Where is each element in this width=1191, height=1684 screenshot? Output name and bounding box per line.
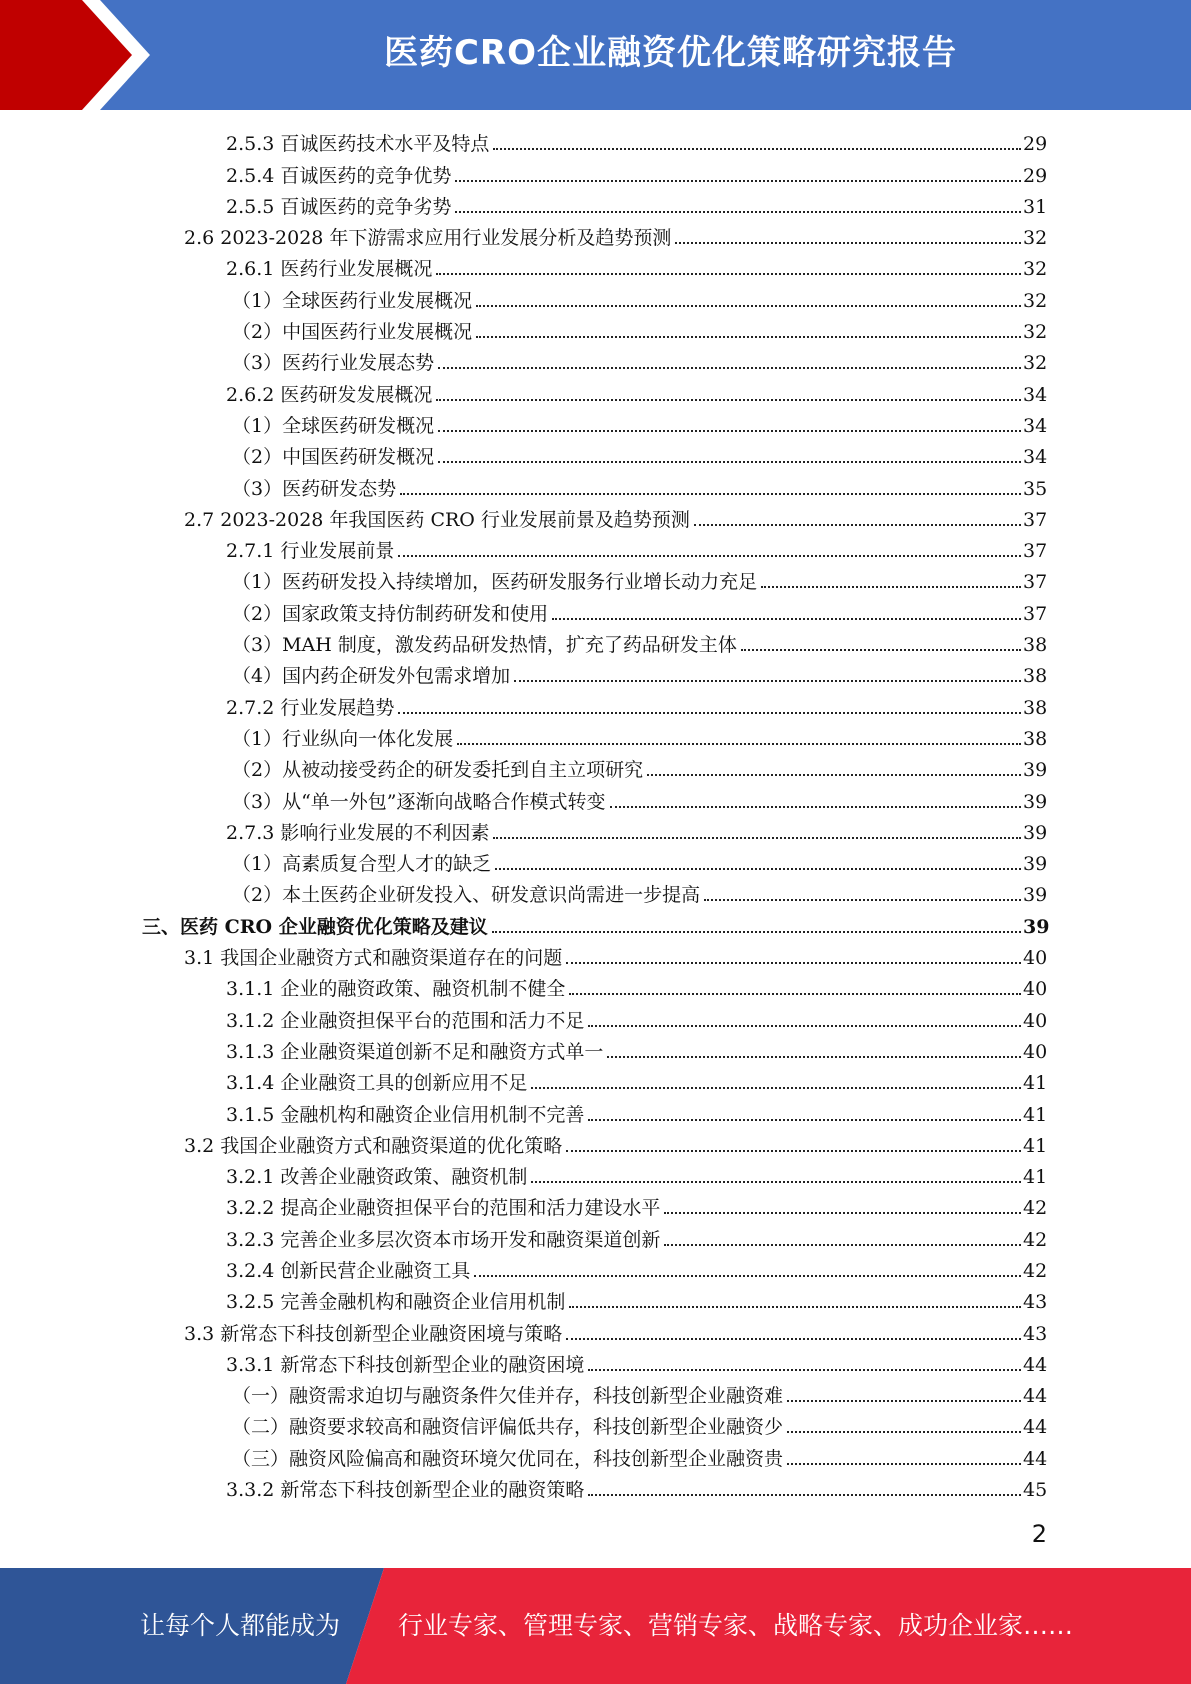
toc-entry-page: 29 [1023, 133, 1048, 156]
toc-entry[interactable] [0, 565, 1191, 596]
toc-entry-page: 44 [1023, 1416, 1048, 1439]
toc-entry-page: 32 [1023, 352, 1048, 375]
toc-entry-page: 42 [1023, 1197, 1048, 1220]
toc-entry[interactable] [0, 534, 1191, 565]
toc-entry-page: 43 [1023, 1291, 1048, 1314]
toc-entry-title: 2.7.2 行业发展趋势 [226, 696, 395, 719]
toc-entry-title: （2）中国医药研发概况 [232, 446, 435, 469]
toc-entry-page: 41 [1023, 1072, 1048, 1095]
toc-dot-leader [787, 1463, 1021, 1465]
toc-dot-leader [492, 931, 1021, 933]
toc-entry-page: 39 [1023, 759, 1048, 782]
toc-dot-leader [495, 868, 1021, 870]
toc-entry[interactable] [0, 471, 1191, 502]
toc-entry-page: 31 [1023, 195, 1048, 218]
toc-entry-title: 3.2.3 完善企业多层次资本市场开发和融资渠道创新 [226, 1228, 661, 1251]
toc-dot-leader [664, 1212, 1021, 1214]
toc-dot-leader [787, 1400, 1021, 1402]
toc-entry[interactable] [0, 1410, 1191, 1441]
toc-entry-title: 3.2.4 创新民营企业融资工具 [226, 1259, 471, 1282]
toc-dot-leader [531, 1087, 1021, 1089]
toc-entry[interactable] [0, 1035, 1191, 1066]
toc-entry-page: 38 [1023, 696, 1048, 719]
toc-entry-page: 44 [1023, 1447, 1048, 1470]
toc-entry-page: 43 [1023, 1322, 1048, 1345]
toc-entry-title: 3.3 新常态下科技创新型企业融资困境与策略 [184, 1322, 563, 1345]
toc-entry[interactable] [0, 1097, 1191, 1128]
toc-entry[interactable] [0, 440, 1191, 471]
toc-dot-leader [761, 586, 1021, 588]
toc-entry-title: （3）医药研发态势 [232, 477, 397, 500]
toc-entry[interactable] [0, 1254, 1191, 1285]
toc-dot-leader [787, 1431, 1021, 1433]
toc-entry-title: （1）行业纵向一体化发展 [232, 727, 454, 750]
toc-entry-page: 35 [1023, 477, 1048, 500]
toc-entry[interactable] [0, 1066, 1191, 1097]
toc-dot-leader [588, 1025, 1021, 1027]
toc-entry-page: 40 [1023, 978, 1048, 1001]
toc-entry[interactable] [0, 1222, 1191, 1253]
page-number: 2 [1031, 1520, 1047, 1548]
toc-entry[interactable] [0, 722, 1191, 753]
toc-entry-title: 2.6 2023-2028 年下游需求应用行业发展分析及趋势预测 [184, 227, 672, 250]
toc-dot-leader [647, 774, 1021, 776]
toc-dot-leader [588, 1119, 1021, 1121]
table-of-contents [0, 127, 1191, 1504]
toc-entry[interactable] [0, 315, 1191, 346]
toc-entry-page: 37 [1023, 540, 1048, 563]
toc-entry-page: 38 [1023, 634, 1048, 657]
toc-entry-title: 3.3.1 新常态下科技创新型企业的融资困境 [226, 1353, 585, 1376]
toc-entry[interactable] [0, 503, 1191, 534]
toc-dot-leader [493, 148, 1021, 150]
toc-entry-page: 40 [1023, 947, 1048, 970]
toc-entry-title: 2.5.4 百诚医药的竞争优势 [226, 164, 452, 187]
toc-entry-title: 3.1 我国企业融资方式和融资渠道存在的问题 [184, 947, 563, 970]
toc-entry-page: 45 [1023, 1479, 1048, 1502]
toc-dot-leader [438, 461, 1021, 463]
toc-entry-title: 3.2 我国企业融资方式和融资渠道的优化策略 [184, 1134, 563, 1157]
toc-entry-title: （3）医药行业发展态势 [232, 352, 435, 375]
toc-dot-leader [588, 1369, 1021, 1371]
toc-entry[interactable] [0, 659, 1191, 690]
toc-dot-leader [675, 242, 1021, 244]
toc-entry-title: 2.6.2 医药研发发展概况 [226, 383, 433, 406]
toc-entry[interactable] [0, 1160, 1191, 1191]
toc-entry[interactable] [0, 909, 1191, 940]
toc-entry-page: 32 [1023, 227, 1048, 250]
toc-entry-page: 37 [1023, 508, 1048, 531]
toc-entry[interactable] [0, 283, 1191, 314]
toc-dot-leader [566, 1338, 1021, 1340]
toc-entry[interactable] [0, 190, 1191, 221]
toc-entry-page: 32 [1023, 321, 1048, 344]
toc-entry-page: 42 [1023, 1228, 1048, 1251]
toc-entry[interactable] [0, 878, 1191, 909]
toc-entry-title: （三）融资风险偏高和融资环境欠优同在，科技创新型企业融资贵 [232, 1447, 784, 1470]
toc-dot-leader [436, 273, 1021, 275]
toc-entry-title: （4）国内药企研发外包需求增加 [232, 665, 511, 688]
toc-entry-title: 3.2.1 改善企业融资政策、融资机制 [226, 1166, 528, 1189]
toc-entry[interactable] [0, 377, 1191, 408]
toc-dot-leader [493, 837, 1021, 839]
toc-dot-leader [607, 1056, 1021, 1058]
toc-dot-leader [398, 712, 1021, 714]
toc-entry-title: （一）融资需求迫切与融资条件欠佳并存，科技创新型企业融资难 [232, 1385, 784, 1408]
toc-entry-title: 2.7.1 行业发展前景 [226, 540, 395, 563]
toc-entry[interactable] [0, 628, 1191, 659]
toc-entry[interactable] [0, 816, 1191, 847]
toc-dot-leader [436, 399, 1021, 401]
toc-dot-leader [455, 211, 1021, 213]
toc-dot-leader [588, 1494, 1021, 1496]
toc-entry-title: （1）高素质复合型人才的缺乏 [232, 853, 492, 876]
footer-slogan-right: 行业专家、管理专家、营销专家、战略专家、成功企业家…… [398, 1611, 1074, 1640]
toc-dot-leader [398, 555, 1021, 557]
toc-entry-page: 39 [1023, 790, 1048, 813]
toc-entry-title: （2）本土医药企业研发投入、研发意识尚需进一步提高 [232, 884, 701, 907]
toc-entry-page: 34 [1023, 383, 1048, 406]
toc-entry-page: 29 [1023, 164, 1048, 187]
toc-entry-page: 38 [1023, 665, 1048, 688]
toc-entry-title: 3.2.5 完善金融机构和融资企业信用机制 [226, 1291, 566, 1314]
toc-dot-leader [531, 1181, 1021, 1183]
toc-entry-title: 三、医药 CRO 企业融资优化策略及建议 [142, 915, 488, 938]
toc-entry-title: 2.7 2023-2028 年我国医药 CRO 行业发展前景及趋势预测 [184, 508, 690, 531]
toc-dot-leader [566, 962, 1021, 964]
toc-entry-title: 3.2.2 提高企业融资担保平台的范围和活力建设水平 [226, 1197, 661, 1220]
footer-slogan-left: 让每个人都能成为 [140, 1611, 341, 1640]
toc-entry-page: 40 [1023, 1040, 1048, 1063]
toc-dot-leader [694, 524, 1021, 526]
toc-entry[interactable] [0, 941, 1191, 972]
toc-entry-title: 3.1.4 企业融资工具的创新应用不足 [226, 1072, 528, 1095]
toc-entry-title: （2）从被动接受药企的研发委托到自主立项研究 [232, 759, 644, 782]
toc-entry-page: 38 [1023, 727, 1048, 750]
toc-dot-leader [455, 180, 1021, 182]
toc-entry[interactable] [0, 1348, 1191, 1379]
toc-dot-leader [569, 993, 1021, 995]
toc-entry-title: 2.5.5 百诚医药的竞争劣势 [226, 195, 452, 218]
toc-dot-leader [438, 430, 1021, 432]
toc-entry[interactable] [0, 753, 1191, 784]
toc-entry-page: 42 [1023, 1259, 1048, 1282]
toc-entry[interactable] [0, 1129, 1191, 1160]
report-title: 医药CRO企业融资优化策略研究报告 [383, 33, 958, 73]
toc-dot-leader [476, 305, 1021, 307]
toc-entry-page: 34 [1023, 446, 1048, 469]
toc-entry-title: （3）MAH 制度，激发药品研发热情，扩充了药品研发主体 [232, 634, 737, 657]
toc-dot-leader [438, 367, 1021, 369]
toc-entry-title: （二）融资要求较高和融资信评偏低共存，科技创新型企业融资少 [232, 1416, 784, 1439]
toc-entry-title: （1）医药研发投入持续增加，医药研发服务行业增长动力充足 [232, 571, 758, 594]
toc-entry-page: 39 [1023, 915, 1050, 938]
toc-entry[interactable] [0, 596, 1191, 627]
toc-dot-leader [566, 1150, 1021, 1152]
toc-entry-page: 44 [1023, 1385, 1048, 1408]
toc-dot-leader [552, 618, 1021, 620]
toc-entry-title: （2）中国医药行业发展概况 [232, 321, 473, 344]
toc-entry-page: 41 [1023, 1103, 1048, 1126]
toc-dot-leader [664, 1244, 1021, 1246]
toc-entry-page: 32 [1023, 289, 1048, 312]
toc-entry[interactable] [0, 690, 1191, 721]
toc-entry[interactable] [0, 158, 1191, 189]
toc-dot-leader [569, 1306, 1021, 1308]
toc-entry-title: 2.5.3 百诚医药技术水平及特点 [226, 133, 490, 156]
toc-entry[interactable] [0, 847, 1191, 878]
toc-entry-title: 3.1.3 企业融资渠道创新不足和融资方式单一 [226, 1040, 604, 1063]
toc-entry-title: 3.1.1 企业的融资政策、融资机制不健全 [226, 978, 566, 1001]
toc-entry-page: 44 [1023, 1353, 1048, 1376]
toc-entry-page: 34 [1023, 414, 1048, 437]
toc-dot-leader [610, 806, 1021, 808]
toc-entry-page: 41 [1023, 1134, 1048, 1157]
toc-entry[interactable] [0, 972, 1191, 1003]
toc-entry-title: （2）国家政策支持仿制药研发和使用 [232, 602, 549, 625]
toc-entry-title: 3.1.5 金融机构和融资企业信用机制不完善 [226, 1103, 585, 1126]
toc-entry-page: 40 [1023, 1009, 1048, 1032]
toc-entry-page: 39 [1023, 853, 1048, 876]
toc-entry-title: 2.6.1 医药行业发展概况 [226, 258, 433, 281]
toc-entry-page: 37 [1023, 571, 1048, 594]
toc-dot-leader [474, 1275, 1021, 1277]
toc-entry[interactable] [0, 252, 1191, 283]
toc-dot-leader [704, 899, 1021, 901]
toc-entry-title: 3.1.2 企业融资担保平台的范围和活力不足 [226, 1009, 585, 1032]
toc-entry[interactable] [0, 1003, 1191, 1034]
toc-dot-leader [476, 336, 1021, 338]
toc-dot-leader [514, 680, 1021, 682]
toc-dot-leader [741, 649, 1021, 651]
toc-entry-page: 37 [1023, 602, 1048, 625]
header-arrow-icon [0, 0, 160, 110]
toc-entry[interactable] [0, 1191, 1191, 1222]
toc-entry-title: （3）从“单一外包”逐渐向战略合作模式转变 [232, 790, 606, 813]
toc-entry[interactable] [0, 127, 1191, 158]
toc-entry-title: 2.7.3 影响行业发展的不利因素 [226, 821, 490, 844]
toc-entry-title: （1）全球医药行业发展概况 [232, 289, 473, 312]
toc-entry[interactable] [0, 1316, 1191, 1347]
toc-entry[interactable] [0, 1441, 1191, 1472]
toc-entry-page: 41 [1023, 1166, 1048, 1189]
page-footer [0, 1568, 1191, 1684]
toc-entry-title: （1）全球医药研发概况 [232, 414, 435, 437]
toc-entry-page: 39 [1023, 884, 1048, 907]
toc-entry[interactable] [0, 784, 1191, 815]
toc-entry-page: 39 [1023, 821, 1048, 844]
toc-entry[interactable] [0, 409, 1191, 440]
toc-entry-page: 32 [1023, 258, 1048, 281]
toc-entry[interactable] [0, 1473, 1191, 1504]
toc-entry[interactable] [0, 346, 1191, 377]
toc-entry[interactable] [0, 1285, 1191, 1316]
toc-entry-title: 3.3.2 新常态下科技创新型企业的融资策略 [226, 1479, 585, 1502]
page-header [0, 0, 1191, 110]
toc-dot-leader [457, 743, 1021, 745]
toc-dot-leader [400, 493, 1021, 495]
toc-entry[interactable] [0, 1379, 1191, 1410]
toc-entry[interactable] [0, 221, 1191, 252]
